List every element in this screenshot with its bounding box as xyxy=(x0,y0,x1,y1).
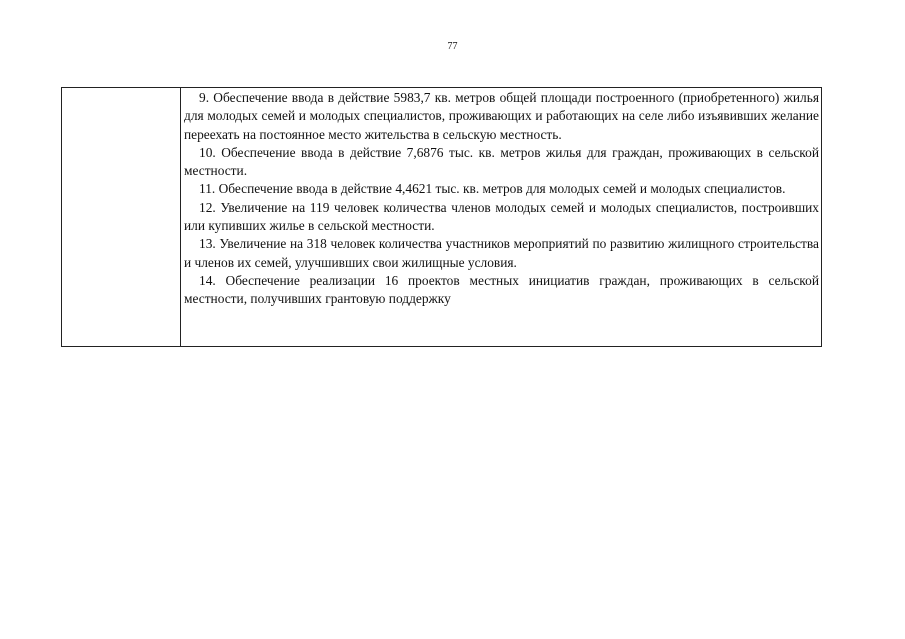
list-item-11: 11. Обеспечение ввода в действие 4,4621 тыс. кв. метров для молодых семей и молодых специалистов. xyxy=(199,181,786,197)
indicators-table xyxy=(61,87,822,347)
list-item-13: 13. Увеличение на 318 человек количества участников мероприятий по развитию жилищного строительства и членов их семей, улучшивших свои жилищные условия. xyxy=(184,236,819,270)
table-left-cell xyxy=(62,88,181,346)
list-item-10: 10. Обеспечение ввода в действие 7,6876 тыс. кв. метров жилья для граждан, проживающих в сельской местности. xyxy=(184,144,819,179)
list-item-12: 12. Увеличение на 119 человек количества членов молодых семей и молодых специалистов, построивших или купивших жилье в сельской местности. xyxy=(184,199,819,234)
list-item-14: 14. Обеспечение реализации 16 проектов местных инициатив граждан, проживающих в сельской местности, получивших грантовую поддержку xyxy=(184,272,819,307)
table-right-cell xyxy=(181,88,821,346)
list-item-9: 9. Обеспечение ввода в действие 5983,7 кв. метров общей площади построенного (приобретенного) жилья для молодых семей и молодых специалистов, проживающих и работающих на селе либо изъявивших желание переехать на постоянное место жительства в сельскую местность. xyxy=(184,90,819,142)
page-number: 77 xyxy=(447,41,458,52)
